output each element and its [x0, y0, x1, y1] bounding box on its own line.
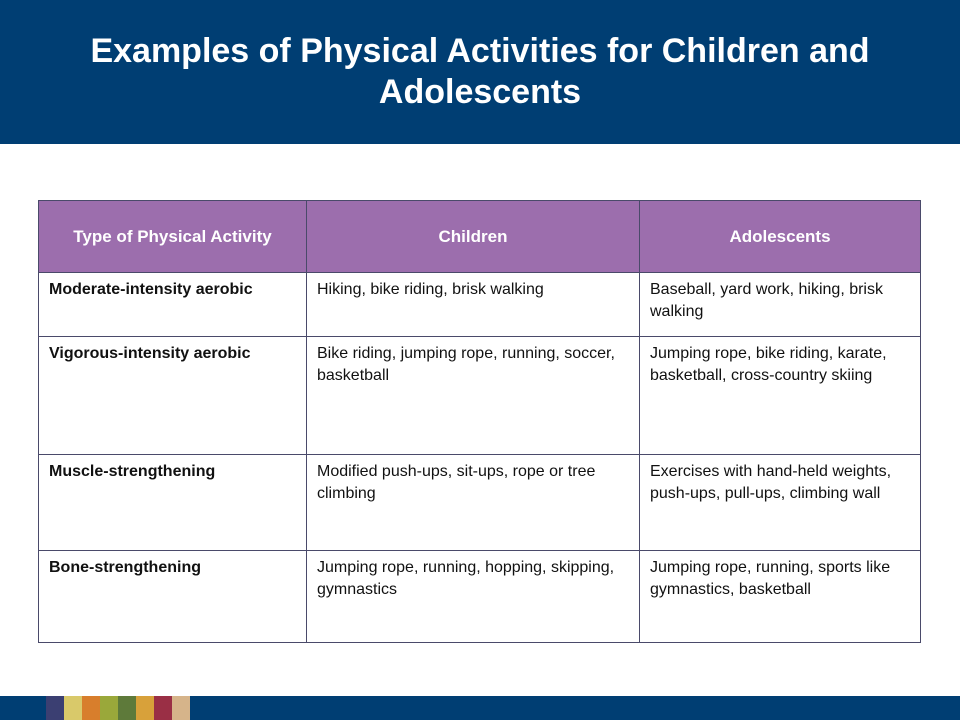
footer-swatch — [82, 696, 100, 720]
activity-type-cell: Vigorous-intensity aerobic — [39, 337, 307, 455]
footer-swatch — [100, 696, 118, 720]
adolescents-cell: Jumping rope, bike riding, karate, basketball, cross-country skiing — [640, 337, 921, 455]
adolescents-cell: Baseball, yard work, hiking, brisk walking — [640, 273, 921, 337]
adolescents-cell: Jumping rope, running, sports like gymnastics, basketball — [640, 551, 921, 643]
children-cell: Bike riding, jumping rope, running, soccer, basketball — [307, 337, 640, 455]
footer-swatch — [172, 696, 190, 720]
children-cell: Modified push-ups, sit-ups, rope or tree climbing — [307, 455, 640, 551]
table-row — [39, 273, 921, 337]
column-header-adolescents: Adolescents — [640, 201, 921, 273]
table-header-row — [39, 201, 921, 273]
children-cell: Jumping rope, running, hopping, skipping, gymnastics — [307, 551, 640, 643]
activity-type-cell: Bone-strengthening — [39, 551, 307, 643]
footer-swatch — [46, 696, 64, 720]
adolescents-cell: Exercises with hand-held weights, push-ups, pull-ups, climbing wall — [640, 455, 921, 551]
footer-swatch — [118, 696, 136, 720]
footer-color-swatches — [46, 696, 190, 720]
footer-swatch — [154, 696, 172, 720]
children-cell: Hiking, bike riding, brisk walking — [307, 273, 640, 337]
slide-header — [0, 0, 960, 144]
table-row — [39, 337, 921, 455]
column-header-type: Type of Physical Activity — [39, 201, 307, 273]
activity-type-cell: Moderate-intensity aerobic — [39, 273, 307, 337]
footer-swatch — [64, 696, 82, 720]
activity-type-cell: Muscle-strengthening — [39, 455, 307, 551]
table-row — [39, 455, 921, 551]
column-header-children: Children — [307, 201, 640, 273]
footer-swatch — [136, 696, 154, 720]
table-row — [39, 551, 921, 643]
activities-table — [38, 200, 921, 643]
slide-title: Examples of Physical Activities for Children and Adolescents — [90, 32, 870, 111]
